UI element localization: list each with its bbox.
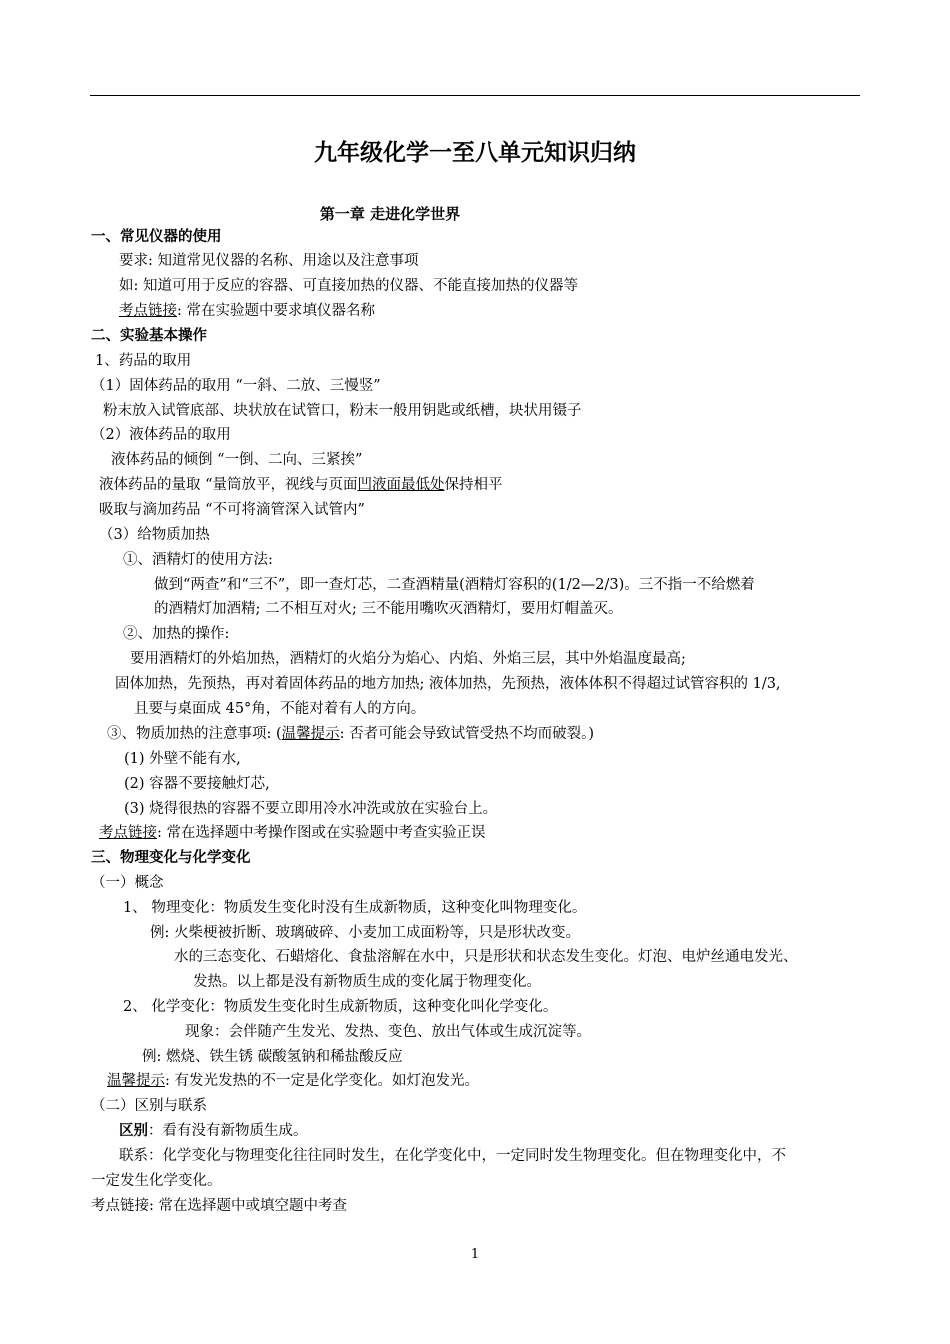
requirement-text: 要求: 知道常见仪器的名称、用途以及注意事项 — [119, 253, 419, 269]
underlined-text: 凹液面最低处 — [357, 477, 445, 493]
text-line: 现象：会伴随产生发光、发热、变色、放出气体或生成沉淀等。 — [185, 1024, 591, 1040]
exam-link-line — [119, 301, 375, 321]
text-line — [119, 1121, 308, 1141]
exam-link-line: 考点链接: 常在选择题中或填空题中考查 — [91, 1198, 347, 1214]
example-text: 如: 知道可用于反应的容器、可直接加热的仪器、不能直接加热的仪器等 — [119, 278, 578, 294]
text-line: 发热。以上都是没有新物质生成的变化属于物理变化。 — [193, 974, 541, 990]
text-line: 且要与桌面成 45°角，不能对着有人的方向。 — [134, 701, 426, 717]
text-line: （一）概念 — [91, 875, 164, 891]
text-segment: : 否者可能会导致试管受热不均而破裂。) — [339, 726, 595, 742]
text-line: ②、加热的操作: — [123, 626, 230, 642]
tip-line — [107, 1071, 479, 1091]
text-line: 1、 物理变化：物质发生变化时没有生成新物质，这种变化叫物理变化。 — [123, 900, 587, 916]
text-line — [107, 724, 594, 744]
text-segment: ③、物质加热的注意事项: ( — [107, 726, 282, 742]
bold-label: 区别 — [119, 1122, 148, 1139]
text-line: 例: 燃烧、铁生锈 碳酸氢钠和稀盐酸反应 — [142, 1049, 403, 1065]
text-line: 1、药品的取用 — [95, 353, 192, 369]
tip-text: : 有发光发热的不一定是化学变化。如灯泡发光。 — [165, 1073, 479, 1089]
section-heading-changes: 三、物理变化与化学变化 — [91, 850, 251, 866]
text-line: 的酒精灯加酒精; 二不相互对火; 三不能用嘴吹灭酒精灯，要用灯帽盖灭。 — [154, 601, 623, 617]
tip-label: 温馨提示 — [107, 1073, 165, 1089]
page-number: 1 — [470, 1247, 480, 1262]
chapter-heading: 第一章 走进化学世界 — [319, 205, 461, 223]
text-line: 2、 化学变化：物质发生变化时生成新物质，这种变化叫化学变化。 — [123, 999, 558, 1015]
text-line: 粉末放入试管底部、块状放在试管口，粉末一般用钥匙或纸槽，块状用镊子 — [103, 403, 582, 419]
text-segment: 保持相平 — [444, 477, 503, 493]
header-rule — [90, 95, 860, 96]
document-title: 九年级化学一至八单元知识归纳 — [314, 140, 636, 166]
text-line: （3）给物质加热 — [99, 527, 210, 543]
text-line: 做到“两查”和“三不”，即一查灯芯，二查酒精量(酒精灯容积的(1/2—2/3)。三不指一不给燃着 — [154, 577, 755, 593]
text-segment: 液体药品的量取 “量筒放平，视线与页面 — [99, 477, 358, 493]
text-line: 吸取与滴加药品 “不可将滴管深入试管内” — [99, 502, 365, 518]
text-line: 液体药品的倾倒 “一倒、二向、三紧挨” — [111, 452, 363, 468]
exam-link-text: : 常在选择题中考操作图或在实验题中考查实验正误 — [157, 825, 486, 841]
text-line: 要用酒精灯的外焰加热，酒精灯的火焰分为焰心、内焰、外焰三层，其中外焰温度最高; — [130, 651, 686, 667]
text-line — [99, 475, 503, 495]
text-line: ①、酒精灯的使用方法: — [123, 552, 273, 568]
text-line: 固体加热，先预热，再对着固体药品的地方加热; 液体加热，先预热，液体体积不得超过试管容积的 1/3, — [115, 676, 781, 692]
exam-link-line — [99, 823, 486, 843]
text-segment: ：看有没有新物质生成。 — [148, 1123, 308, 1139]
section-heading-instruments: 一、常见仪器的使用 — [91, 229, 222, 245]
text-line: （1）固体药品的取用 “一斜、二放、三慢竖” — [91, 378, 381, 394]
text-line: 联系：化学变化与物理变化往往同时发生，在化学变化中，一定同时发生物理变化。但在物理变化中，不 — [119, 1148, 786, 1164]
text-line: 水的三态变化、石蜡熔化、食盐溶解在水中，只是形状和状态发生变化。灯泡、电炉丝通电发光、 — [174, 949, 798, 965]
text-line: (1) 外壁不能有水, — [124, 751, 241, 767]
text-line: 例: 火柴梗被折断、玻璃破碎、小麦加工成面粉等，只是形状改变。 — [150, 925, 580, 941]
text-line: （2）液体药品的取用 — [91, 427, 231, 443]
text-line: (2) 容器不要接触灯芯, — [124, 776, 270, 792]
text-line: （二）区别与联系 — [91, 1098, 207, 1114]
text-line: (3) 烧得很热的容器不要立即用冷水冲洗或放在实验台上。 — [124, 801, 498, 817]
exam-link-text: : 常在实验题中要求填仪器名称 — [177, 303, 375, 319]
section-heading-operations: 二、实验基本操作 — [91, 328, 207, 344]
text-line: 一定发生化学变化。 — [91, 1173, 222, 1189]
exam-link-label: 考点链接 — [99, 825, 157, 841]
exam-link-label: 考点链接 — [119, 303, 177, 319]
tip-label: 温馨提示 — [281, 726, 340, 742]
